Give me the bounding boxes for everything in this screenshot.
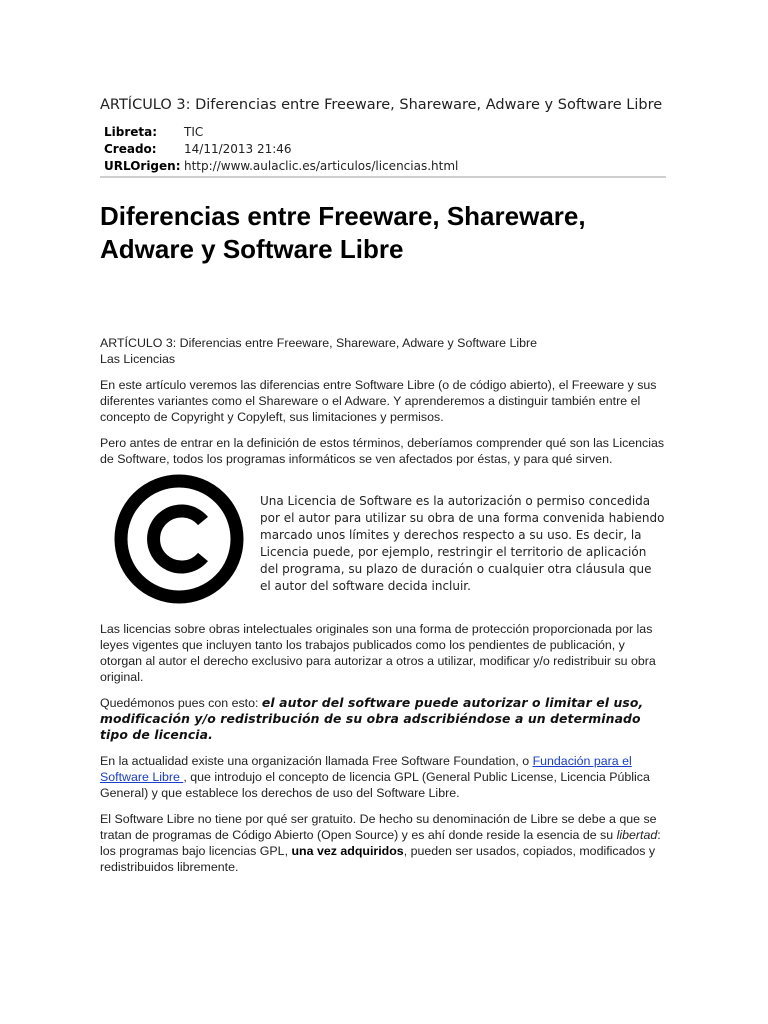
note-metadata [100,124,666,178]
paragraph-4-emphasis: el autor del software puede autorizar o limitar el uso, modificación y/o redistribución de su obra adscribiéndose a un determinado tipo de licencia. [100,695,644,742]
meta-key: Libreta: [104,125,158,139]
paragraph-6-bold: una vez adquiridos [291,844,404,858]
intro-line-2: Las Licencias [100,352,176,366]
note-title: ARTÍCULO 3: Diferencias entre Freeware, Shareware, Adware y Software Libre [100,97,663,113]
copyright-icon [113,473,245,605]
paragraph-6-c: , pueden ser usados, copiados, modificados y redistribuidos libremente. [100,844,656,874]
meta-value: TIC [184,125,204,139]
license-figure [100,483,666,595]
paragraph-3: Las licencias sobre obras intelectuales originales son una forma de protección proporcionada por las leyes vigentes que incluyen tanto los trabajos publicados como los pendientes de publicación, y otorgan al autor el derecho exclusivo para autorizar a otros a utilizar, modificar y/o redistribuir su obra original. [100,622,656,684]
fsf-link[interactable]: Fundación para el Software Libre [100,754,632,784]
paragraph-6-b: : los programas bajo licencias GPL, [100,828,661,858]
copyright-logo [100,483,258,595]
meta-key: Creado: [104,142,157,156]
paragraph-5-lead: En la actualidad existe una organización llamada Free Software Foundation, o [100,754,533,768]
meta-value: 14/11/2013 21:46 [184,142,292,156]
paragraph-6-italic: libertad [616,828,658,842]
document-page [100,96,666,885]
figure-caption-text: Una Licencia de Software es la autorización o permiso concedida por el autor para utilizar su obra de una forma convenida habiendo marcado unos límites y derechos respecto a su uso. Es decir, la Licencia puede, por ejemplo, restringir el territorio de aplicación del programa, su plazo de duración o cualquier otra cláusula que el autor del software decida incluir. [260,494,665,593]
paragraph-6 [100,811,666,875]
meta-key: URLOrigen: [104,159,181,173]
paragraph-5 [100,753,666,801]
meta-row-notebook [104,124,666,141]
intro-paragraph [100,335,666,367]
paragraph-2: Pero antes de entrar en la definición de estos términos, deberíamos comprender qué son las Licencias de Software, todos los programas informáticos se ven afectados por éstas, y para qué sirven. [100,436,665,466]
paragraph-1: En este artículo veremos las diferencias entre Software Libre (o de código abierto), el Freeware y sus diferentes variantes como el Shareware o el Adware. Y aprenderemos a distinguir también entre el concepto de Copyright y Copyleft, sus limitaciones y permisos. [100,378,657,424]
meta-value: http://www.aulaclic.es/articulos/licencias.html [184,159,459,173]
paragraph-5-tail: , que introdujo el concepto de licencia GPL (General Public License, Licencia Pública General) y que establece los derechos de uso del Software Libre. [100,770,650,800]
meta-row-source-url [104,158,666,175]
paragraph-4-lead: Quedémonos pues con esto: [100,696,262,710]
article-body [100,335,666,875]
intro-line-1: ARTÍCULO 3: Diferencias entre Freeware, Shareware, Adware y Software Libre [100,336,538,350]
paragraph-4 [100,695,666,743]
paragraph-6-a: El Software Libre no tiene por qué ser gratuito. De hecho su denominación de Libre se debe a que se tratan de programas de Código Abierto (Open Source) y es ahí donde reside la esencia de su [100,812,657,842]
article-headline: Diferencias entre Freeware, Shareware, Adware y Software Libre [100,201,586,264]
meta-row-created [104,141,666,158]
